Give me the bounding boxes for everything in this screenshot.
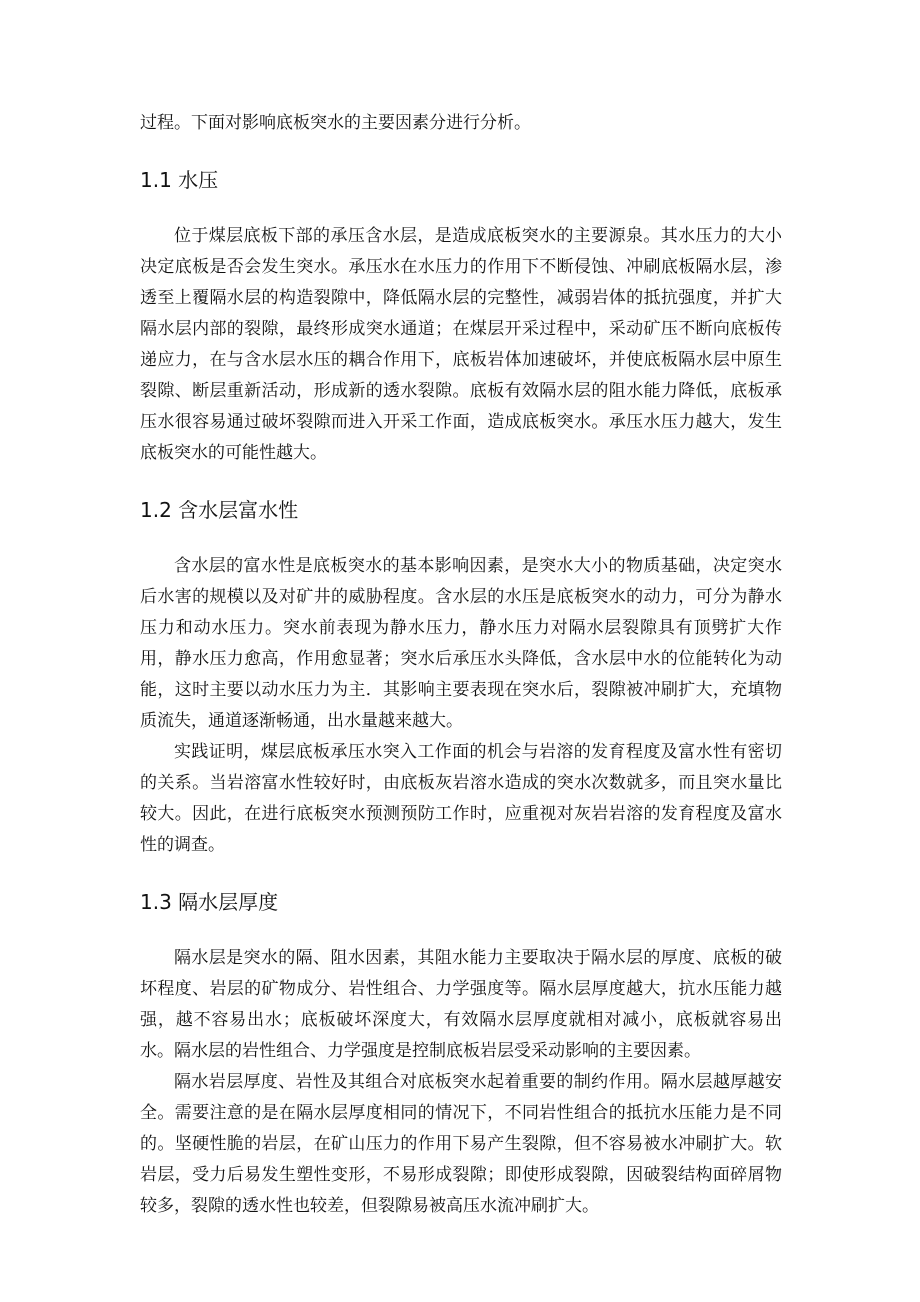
section-3-paragraph-1: 隔水层是突水的隔、阻水因素，其阻水能力主要取决于隔水层的厚度、底板的破坏程度、岩层的矿物成分、岩性组合、力学强度等。隔水层厚度越大，抗水压能力越强，越不容易出水；底板破坏深度大，有效隔水层厚度就相对减小，底板就容易出水。隔水层的岩性组合、力学强度是控制底板岩层受采动影响的主要因素。 bbox=[140, 948, 782, 1061]
section-2-paragraph-1: 含水层的富水性是底板突水的基本影响因素，是突水大小的物质基础，决定突水后水害的规模以及对矿井的威胁程度。含水层的水压是底板突水的动力，可分为静水压力和动水压力。突水前表现为静水压力，静水压力对隔水层裂隙具有顶劈扩大作用，静水压力愈高，作用愈显著；突水后承压水头降低，含水层中水的位能转化为动能，这时主要以动水压力为主．其影响主要表现在突水后，裂隙被冲刷扩大，充填物质流失，通道逐渐畅通，出水量越来越大。 bbox=[140, 556, 782, 731]
section-heading-aquifer-richness: 1.2 含水层富水性 bbox=[140, 498, 299, 522]
intro-paragraph: 过程。下面对影响底板突水的主要因素分进行分析。 bbox=[140, 113, 531, 133]
section-1-paragraph-1: 位于煤层底板下部的承压含水层，是造成底板突水的主要源泉。其水压力的大小决定底板是否会发生突水。承压水在水压力的作用下不断侵蚀、冲刷底板隔水层，渗透至上覆隔水层的构造裂隙中，降低隔水层的完整性，减弱岩体的抵抗强度，并扩大隔水层内部的裂隙，最终形成突水通道；在煤层开采过程中，采动矿压不断向底板传递应力，在与含水层水压的耦合作用下，底板岩体加速破坏，并使底板隔水层中原生裂隙、断层重新活动，形成新的透水裂隙。底板有效隔水层的阻水能力降低，底板承压水很容易通过破坏裂隙而进入开采工作面，造成底板突水。承压水压力越大，发生底板突水的可能性越大。 bbox=[140, 226, 782, 463]
section-3-paragraph-2: 隔水岩层厚度、岩性及其组合对底板突水起着重要的制约作用。隔水层越厚越安全。需要注意的是在隔水层厚度相同的情况下，不同岩性组合的抵抗水压能力是不同的。坚硬性脆的岩层，在矿山压力的作用下易产生裂隙，但不容易被水冲刷扩大。软岩层，受力后易发生塑性变形，不易形成裂隙；即使形成裂隙，因破裂结构面碎屑物较多，裂隙的透水性也较差，但裂隙易被高压水流冲刷扩大。 bbox=[140, 1072, 782, 1216]
section-heading-water-pressure: 1.1 水压 bbox=[140, 168, 219, 192]
section-heading-aquiclude-thickness: 1.3 隔水层厚度 bbox=[140, 890, 279, 914]
section-2-paragraph-2: 实践证明，煤层底板承压水突入工作面的机会与岩溶的发育程度及富水性有密切的关系。当岩溶富水性较好时，由底板灰岩溶水造成的突水次数就多，而且突水量比较大。因此，在进行底板突水预测预防工作时，应重视对灰岩岩溶的发育程度及富水性的调查。 bbox=[140, 742, 782, 855]
document-page bbox=[140, 108, 782, 1222]
